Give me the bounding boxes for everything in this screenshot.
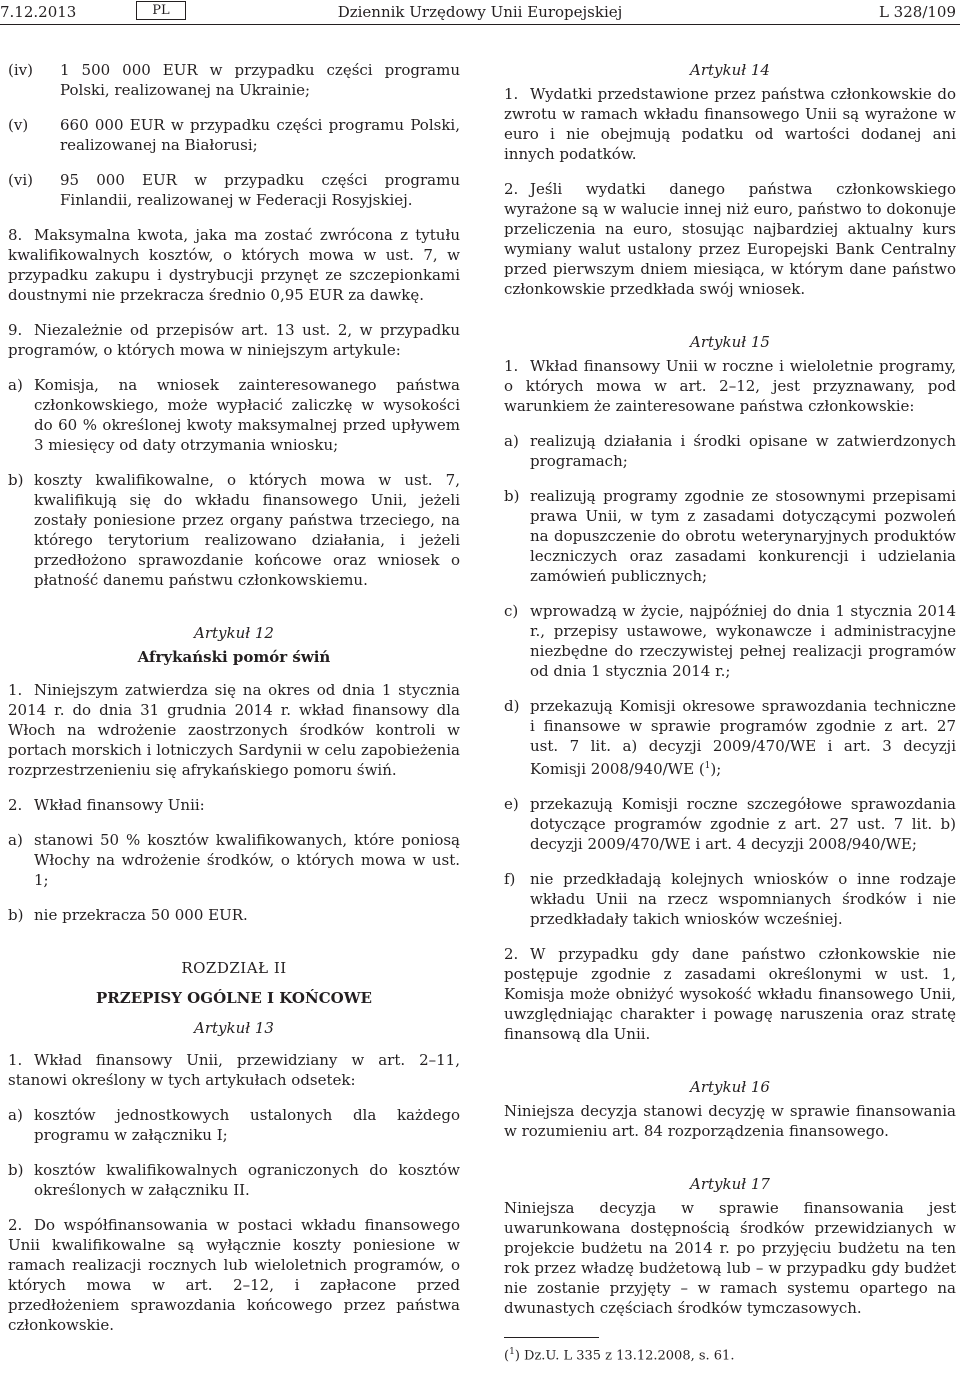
- article-13-heading: Artykuł 13: [194, 1019, 274, 1037]
- art13-paragraph-2: [8, 1215, 460, 1335]
- art15-paragraph-2: [504, 944, 956, 1044]
- list-item: [504, 869, 956, 929]
- chapter-label: ROZDZIAŁ II: [181, 959, 287, 977]
- item-label: a): [8, 1106, 23, 1124]
- paragraph-9: [8, 320, 460, 360]
- art14-paragraph-1: [504, 84, 956, 164]
- item-label: (iv): [8, 61, 33, 79]
- item-text-main: przekazują Komisji okresowe sprawozdania techniczne i finansowe w sprawie programów zgodnie z art. 27 ust. 7 lit. a) decyzji 2009/470/WE i art. 3 decyzji Komisji 2008/940/WE (: [530, 697, 956, 778]
- item-text: koszty kwalifikowalne, o których mowa w ust. 7, kwalifikują się do wkładu finansowego Unii, jeżeli zostały poniesione przez organy państwa trzeciego, na którego terytorium realizowano działania, i jeżeli przedłożono sprawozdanie końcowe oraz wniosek o płatność danemu państwu członkowskiemu.: [34, 471, 460, 589]
- item-text: 1 500 000 EUR w przypadku części programu Polski, realizowanej na Ukrainie;: [60, 61, 460, 99]
- art13-paragraph-1: [8, 1050, 460, 1090]
- paragraph-text: W przypadku gdy dane państwo członkowskie nie postępuje zgodnie z zasadami określonymi w ust. 1, Komisja może obniżyć wysokość wkładu finansowego Unii, uwzględniając charakter i powagę naruszenia oraz stratę finansową dla Unii.: [504, 945, 956, 1043]
- paragraph-number: 2.: [504, 945, 519, 963]
- paragraph-number: 1.: [8, 1051, 23, 1069]
- paragraph-text: Wydatki przedstawione przez państwa członkowskie do zwrotu w ramach wkładu finansowego Unii są wyrażone w euro i nie obejmują podatku od wartości dodanej ani innych podatków.: [504, 85, 956, 163]
- paragraph-text: Niezależnie od przepisów art. 13 ust. 2, w przypadku programów, o których mowa w niniejszym artykule:: [8, 321, 460, 359]
- article-12-heading: Artykuł 12: [194, 624, 274, 642]
- item-text: kosztów jednostkowych ustalonych dla każdego programu w załączniku I;: [34, 1106, 460, 1144]
- item-text: 660 000 EUR w przypadku części programu Polski, realizowanej na Białorusi;: [60, 116, 460, 154]
- paragraph-number: 1.: [504, 357, 519, 375]
- item-label: (v): [8, 116, 29, 134]
- paragraph-number: 8.: [8, 226, 23, 244]
- list-item: [8, 905, 460, 925]
- item-label: (vi): [8, 171, 33, 189]
- paragraph-text: Maksymalna kwota, jaka ma zostać zwrócona z tytułu kwalifikowalnych kosztów, o których mowa w ust. 7, w przypadku zakupu i dystrybucji przynęt ze szczepionkami doustnymi nie przekracza średnio 0,95 EUR za dawkę.: [8, 226, 460, 304]
- article-16-heading: Artykuł 16: [690, 1078, 770, 1096]
- header-rule: [0, 24, 960, 25]
- art14-paragraph-2: [504, 179, 956, 299]
- paragraph-number: 1.: [504, 85, 519, 103]
- footnote-reference[interactable]: 1: [704, 761, 711, 771]
- item-text: realizują działania i środki opisane w zatwierdzonych programach;: [530, 432, 956, 470]
- article-12-title: Afrykański pomór świń: [137, 648, 331, 666]
- item-text: przekazują Komisji roczne szczegółowe sprawozdania dotyczące programów zgodnie z art. 27 ust. 7 lit. b) decyzji 2009/470/WE i art. 4 decyzji 2008/940/WE;: [530, 795, 956, 853]
- item-label: b): [504, 487, 520, 505]
- chapter-title: PRZEPISY OGÓLNE I KOŃCOWE: [96, 989, 372, 1007]
- journal-title: Dziennik Urzędowy Unii Europejskiej: [337, 3, 623, 21]
- art12-paragraph-2: [8, 795, 460, 815]
- paragraph-text: Wkład finansowy Unii w roczne i wieloletnie programy, o których mowa w art. 2–12, jest przyznawany, pod warunkiem że zainteresowane państwa członkowskie:: [504, 357, 956, 415]
- paragraph-number: 2.: [8, 1216, 23, 1234]
- art17-text: Niniejsza decyzja w sprawie finansowania jest uwarunkowana dostępnością środków przewidzianych w projekcie budżetu na 2014 r. po przyjęciu budżetu na ten rok przez władzę budżetową lub – w przypadku gdy budżet nie zostanie przyjęty – w ramach systemu opartego na dwunastych częściach środków tymczasowych.: [504, 1199, 956, 1317]
- art12-paragraph-1: [8, 680, 460, 780]
- list-item: [8, 1160, 460, 1200]
- page-header: [0, 0, 960, 26]
- paragraph-text: Jeśli wydatki danego państwa członkowskiego wyrażone są w walucie innej niż euro, państwo to dokonuje przeliczenia na euro, stosując najbardziej aktualny kurs wymiany walut ustalony przez Europejski Bank Centralny przed pierwszym dniem miesiąca, w którym dane państwo członkowskie przedkłada swój wniosek.: [504, 180, 956, 298]
- item-label: f): [504, 870, 516, 888]
- footnote: ($^1$) Dz.U. L 335 z 13.12.2008, s. 61.: [504, 1347, 735, 1364]
- item-label: b): [8, 906, 24, 924]
- language-badge: PL: [136, 1, 186, 20]
- item-text: 95 000 EUR w przypadku części programu Finlandii, realizowanej w Federacji Rosyjskiej.: [60, 171, 460, 209]
- publication-date: 7.12.2013: [0, 3, 77, 21]
- footnote-rule: [504, 1337, 599, 1338]
- list-item: [8, 1105, 460, 1145]
- list-item: [8, 375, 460, 455]
- paragraph-8: [8, 225, 460, 305]
- item-label: a): [504, 432, 519, 450]
- list-item: [504, 431, 956, 471]
- paragraph-number: 9.: [8, 321, 23, 339]
- list-item: [8, 170, 460, 210]
- page-number: L 328/109: [878, 3, 956, 21]
- item-label: b): [8, 471, 24, 489]
- item-label: c): [504, 602, 519, 620]
- item-label: a): [8, 831, 23, 849]
- paragraph-number: 2.: [504, 180, 519, 198]
- list-item: [8, 470, 460, 590]
- right-column: [504, 60, 956, 1364]
- footnote-mark: 1: [509, 1347, 515, 1357]
- article-15-heading: Artykuł 15: [690, 333, 770, 351]
- list-item: [504, 696, 956, 779]
- paragraph-text: Do współfinansowania w postaci wkładu finansowego Unii kwalifikowalne są wyłącznie koszty poniesione w ramach realizacji rocznych lub wieloletnich programów, o których mowa w art. 2–12, i zapłacone przed przedłożeniem sprawozdania końcowego przez państwa członkowskie.: [8, 1216, 460, 1334]
- paragraph-text: Wkład finansowy Unii, przewidziany w art. 2–11, stanowi określony w tych artykułach odsetek:: [8, 1051, 460, 1089]
- paragraph-text: Niniejszym zatwierdza się na okres od dnia 1 stycznia 2014 r. do dnia 31 grudnia 2014 r. wkład finansowy dla Włoch na wdrożenie zaostrzonych środków kontroli w portach morskich i lotniczych Sardynii w celu zapobieżenia rozprzestrzenieniu się afrykańskiego pomoru świń.: [8, 681, 460, 779]
- item-text: [530, 696, 956, 779]
- item-text: realizują programy zgodnie ze stosownymi przepisami prawa Unii, w tym z zasadami dotyczącymi pozwoleń na dopuszczenie do obrotu weterynaryjnych produktów leczniczych oraz zasadami konkurencji i udzielania zamówień publicznych;: [530, 487, 956, 585]
- paragraph-number: 2.: [8, 796, 23, 814]
- item-text: nie przedkładają kolejnych wniosków o inne rodzaje wkładu Unii na rzecz wspomnianych środków i nie przedkładały takich wniosków wcześniej.: [530, 870, 956, 928]
- article-14-heading: Artykuł 14: [690, 61, 770, 79]
- list-item: [8, 115, 460, 155]
- paragraph-text: Wkład finansowy Unii:: [34, 796, 205, 814]
- art16-text: Niniejsza decyzja stanowi decyzję w sprawie finansowania w rozumieniu art. 84 rozporządzenia finansowego.: [504, 1102, 956, 1140]
- list-item: [504, 601, 956, 681]
- list-item: [504, 794, 956, 854]
- article-17-heading: Artykuł 17: [690, 1175, 770, 1193]
- item-text: nie przekracza 50 000 EUR.: [34, 906, 248, 924]
- footnote-text: Dz.U. L 335 z 13.12.2008, s. 61.: [524, 1348, 735, 1364]
- art15-paragraph-1: [504, 356, 956, 416]
- item-text: Komisja, na wniosek zainteresowanego państwa członkowskiego, może wypłacić zaliczkę w wysokości do 60 % określonej kwoty maksymalnej przed upływem 3 miesięcy od daty otrzymania wniosku;: [34, 376, 460, 454]
- item-label: b): [8, 1161, 24, 1179]
- item-label: d): [504, 697, 520, 715]
- list-item: [8, 60, 460, 100]
- paragraph-number: 1.: [8, 681, 23, 699]
- left-column: [8, 60, 460, 1350]
- item-text: wprowadzą w życie, najpóźniej do dnia 1 stycznia 2014 r., przepisy ustawowe, wykonawcze i administracyjne niezbędne do rzeczywistej pełnej realizacji programów od dnia 1 stycznia 2014 r.;: [530, 602, 956, 680]
- item-text-end: );: [710, 760, 722, 778]
- item-label: a): [8, 376, 23, 394]
- item-text: kosztów kwalifikowalnych ograniczonych do kosztów określonych w załączniku II.: [34, 1161, 460, 1199]
- item-label: e): [504, 795, 519, 813]
- item-text: stanowi 50 % kosztów kwalifikowanych, które poniosą Włochy na wdrożenie środków, o których mowa w ust. 1;: [34, 831, 460, 889]
- list-item: [504, 486, 956, 586]
- list-item: [8, 830, 460, 890]
